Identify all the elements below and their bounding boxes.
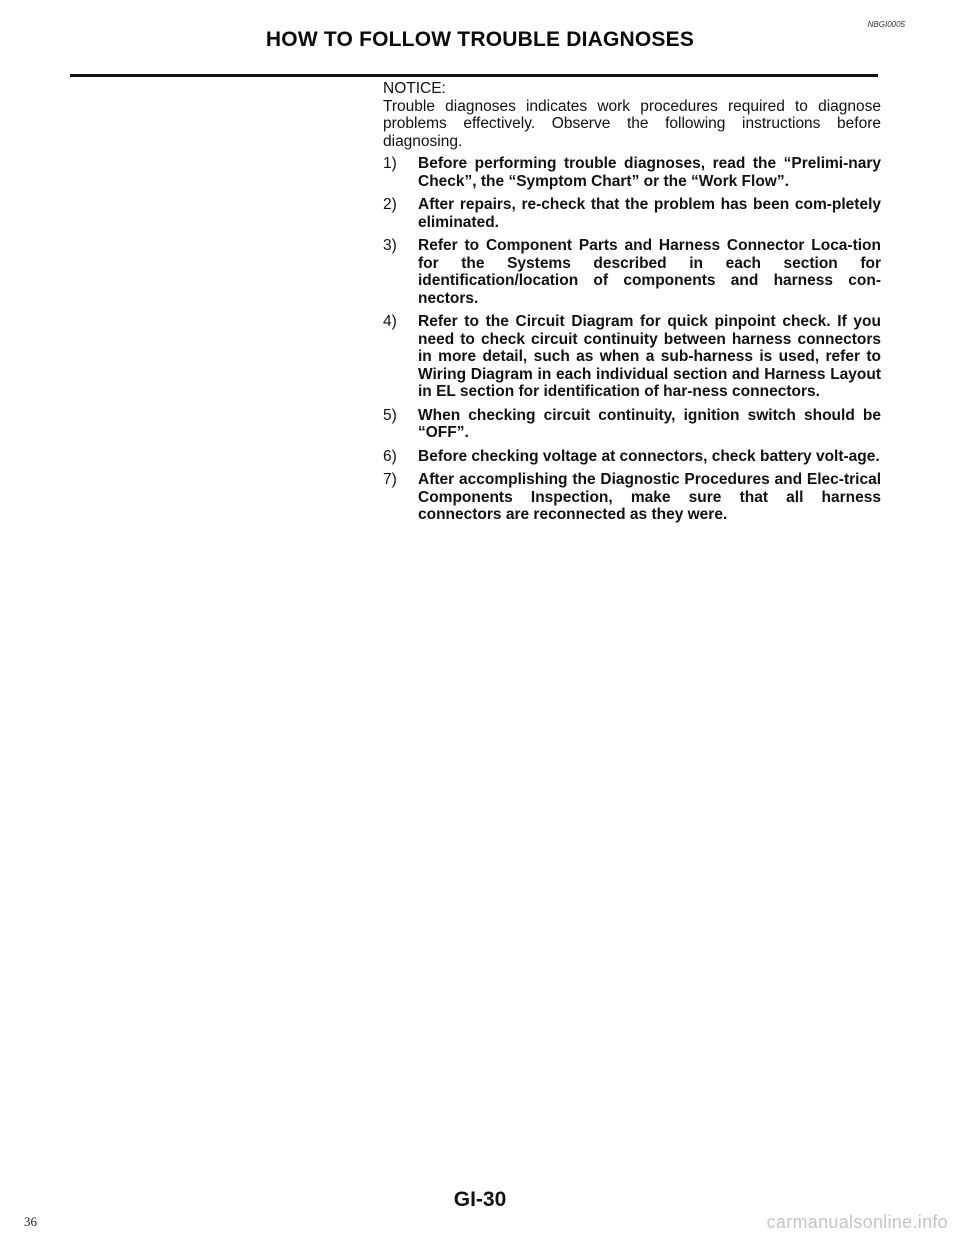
instruction-item [383,155,881,190]
instruction-number: 6) [383,447,397,465]
instruction-number: 7) [383,471,397,488]
page-number: GI-30 [453,1188,507,1211]
instruction-item [383,448,881,466]
notice-heading: NOTICE: [383,80,446,97]
instruction-text: Before performing trouble diagnoses, read the “Prelimi-nary Check”, the “Symptom Chart” or the “Work Flow”. [418,155,881,190]
instruction-item [383,196,881,231]
instruction-text: When checking circuit continuity, ignition switch should be “OFF”. [418,406,881,441]
instruction-text: After accomplishing the Diagnostic Procedures and Elec-trical Components Inspection, make sure that all harness connectors are reconnected as they were. [418,471,881,523]
instruction-list [383,155,881,524]
instruction-number: 4) [383,313,397,330]
instruction-number: 5) [383,406,397,424]
instruction-item [383,471,881,524]
header-divider [70,74,878,77]
instruction-item [383,237,881,307]
watermark-text: carmanualsonline.info [766,1212,948,1232]
instruction-text: Before checking voltage at connectors, check battery volt-age. [418,447,880,465]
instruction-item [383,313,881,401]
instruction-number: 3) [383,237,397,254]
instruction-number: 1) [383,155,397,172]
instruction-item [383,407,881,442]
document-reference-code: NBGI0005 [867,20,905,29]
sheet-number: 36 [24,1214,37,1229]
instruction-number: 2) [383,196,397,213]
notice-intro: Trouble diagnoses indicates work procedures required to diagnose problems effectively. Observe the following instructions before diagnosing. [383,97,881,150]
instruction-text: Refer to the Circuit Diagram for quick pinpoint check. If you need to check circuit continuity between harness connectors in more detail, such as when a sub-harness is used, refer to Wiring Diagram in each individual section and Harness Layout in EL section for identification of har-ness connectors. [418,313,881,400]
instruction-text: After repairs, re-check that the problem has been com-pletely eliminated. [418,196,881,231]
instruction-text: Refer to Component Parts and Harness Connector Loca-tion for the Systems described in each section for identification/location of components and harness con-nectors. [418,237,881,307]
page-title: HOW TO FOLLOW TROUBLE DIAGNOSES [265,28,695,51]
notice-section [383,80,881,530]
